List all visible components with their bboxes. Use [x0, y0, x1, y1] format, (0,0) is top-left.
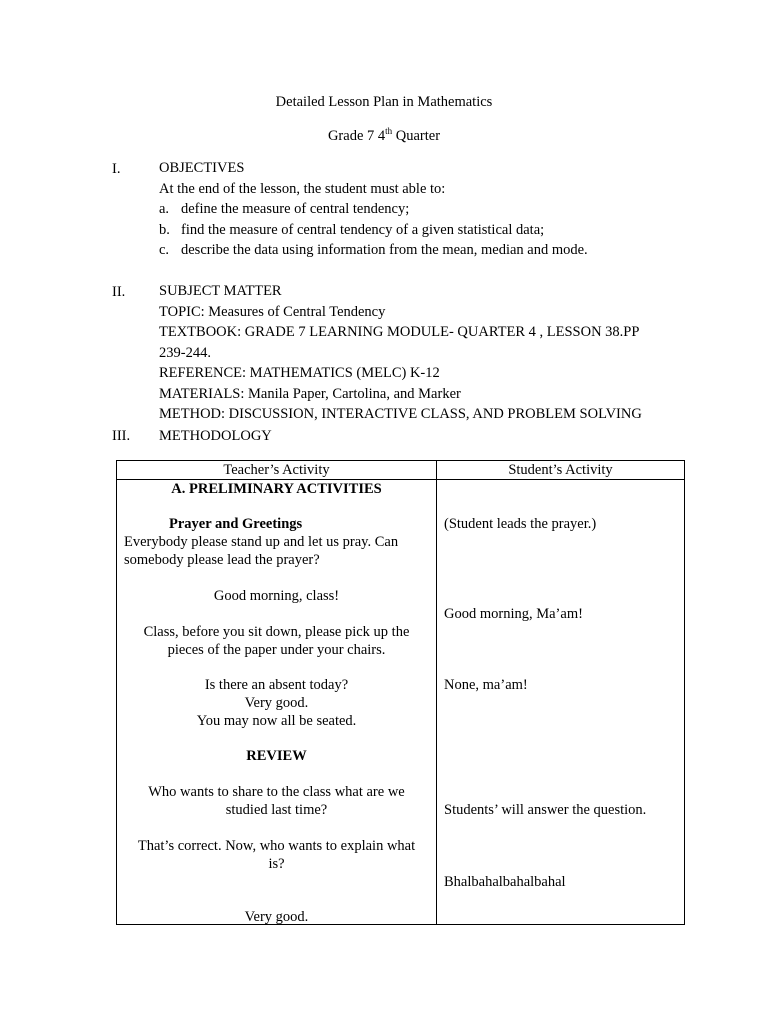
share-question: Who wants to share to the class what are we	[148, 784, 405, 800]
textbook-line: TEXTBOOK: GRADE 7 LEARNING MODULE- QUARTER 4 , LESSON 38.PP	[159, 324, 640, 340]
prayer-heading: Prayer and Greetings	[169, 516, 303, 532]
reference-line: REFERENCE: MATHEMATICS (MELC) K-12	[159, 365, 440, 381]
topic-line: TOPIC: Measures of Central Tendency	[159, 303, 386, 320]
quarter-text: Quarter	[392, 128, 441, 144]
objective-item: c. describe the data using information from the mean, median and mode.	[159, 242, 588, 258]
student-activity-cell	[437, 480, 685, 925]
very-good-text: Very good.	[244, 909, 309, 925]
student-activity-header: Student’s Activity	[437, 461, 685, 480]
pickup-instruction-cont: pieces of the paper under your chairs.	[167, 642, 386, 658]
seated-instruction: You may now all be seated.	[196, 713, 357, 729]
activity-table	[116, 460, 685, 925]
grade-superscript: th	[385, 126, 393, 136]
review-heading: REVIEW	[246, 748, 307, 764]
subject-matter-section	[159, 281, 642, 425]
teacher-activity-cell	[117, 480, 437, 925]
student-prayer-response: (Student leads the prayer.)	[444, 516, 597, 532]
document-title: Detailed Lesson Plan in Mathematics	[275, 94, 493, 110]
objectives-section	[159, 158, 588, 261]
prayer-instruction-cont: somebody please lead the prayer?	[124, 552, 320, 568]
subject-matter-heading: SUBJECT MATTER	[159, 283, 282, 299]
student-absent-response: None, ma’am!	[444, 677, 528, 693]
very-good-text: Very good.	[244, 695, 309, 711]
objectives-intro: At the end of the lesson, the student must able to:	[159, 180, 446, 197]
pickup-instruction: Class, before you sit down, please pick up the	[143, 624, 410, 640]
grade-text: Grade 7 4	[327, 128, 386, 144]
methodology-number: III.	[112, 428, 131, 444]
grade-quarter-line	[0, 127, 768, 145]
objective-item: b. find the measure of central tendency of a given statistical data;	[159, 221, 545, 238]
objectives-list	[159, 199, 588, 261]
share-question-cont: studied last time?	[225, 802, 328, 818]
objectives-heading: OBJECTIVES	[159, 160, 245, 176]
student-answer-response: Students’ will answer the question.	[444, 802, 647, 818]
table-row	[117, 480, 685, 925]
prayer-instruction: Everybody please stand up and let us pray. Can	[124, 534, 399, 550]
preliminary-activities-heading: A. PRELIMINARY ACTIVITIES	[171, 481, 382, 497]
methodology-heading: METHODOLOGY	[159, 428, 272, 444]
teacher-activity-header: Teacher’s Activity	[117, 461, 437, 480]
greeting-text: Good morning, class!	[213, 588, 340, 604]
student-explain-response: Bhalbahalbahalbahal	[444, 874, 566, 890]
table-header-row	[117, 461, 685, 480]
student-greeting-response: Good morning, Ma’am!	[444, 606, 583, 622]
materials-line: MATERIALS: Manila Paper, Cartolina, and Marker	[159, 385, 461, 402]
explain-question: That’s correct. Now, who wants to explain what	[137, 838, 416, 854]
textbook-line-cont: 239-244.	[159, 344, 211, 361]
objective-item: a. define the measure of central tendency;	[159, 201, 410, 217]
method-line: METHOD: DISCUSSION, INTERACTIVE CLASS, AND PROBLEM SOLVING	[159, 406, 642, 422]
explain-question-cont: is?	[268, 856, 285, 872]
subject-matter-number: II.	[112, 284, 126, 300]
objectives-number: I.	[112, 161, 121, 177]
absent-question: Is there an absent today?	[204, 677, 349, 693]
